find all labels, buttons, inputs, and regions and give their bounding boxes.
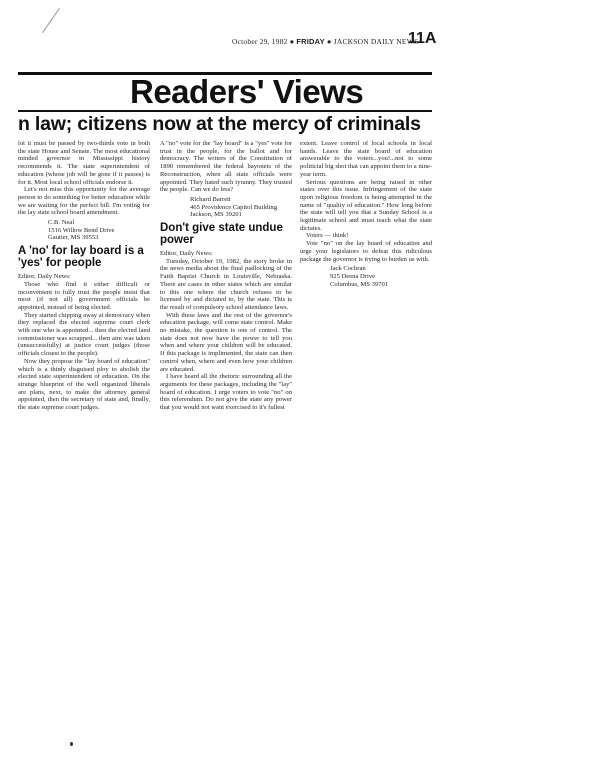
paragraph: A "no" vote for the "lay board" is a "yes" vote for trust in the people, for the ballot and for democracy. The writers of the Constitution of 1890 remembered the federal bayonets of the Reconstruction, when all state officials were appointed. They hated such tyranny. They trusted the people. Can we do less? [160,140,292,194]
paragraph: They started chipping away at democracy when they replaced the elected supreme court clerk with one who is appointed... then the elected land commissioner was scrapped... then aim was taken (unsuccessfully) at justice court judges (those officials closest to the people). [18,311,150,358]
header-day: FRIDAY [296,37,325,46]
signature-city: Columbus, MS 39701 [330,280,389,288]
signature-address: 465 Providence Capitol Building [190,203,277,211]
signature-address: 925 Deena Drive [330,272,376,280]
paragraph: Vote "no" on the lay board of education and urge your legislators to defeat this ridiculous package the governor is trying to burden us with. [300,240,432,263]
signature-name: C.B. Neal [48,219,75,227]
header-separator: ● [289,37,295,46]
main-headline: n law; citizens now at the mercy of criminals [18,113,421,135]
signature-name: Richard Barrett [190,195,231,203]
paragraph: lot it must be passed by two-thirds vote in both the state House and Senate. The most educational minded governor in Mississippi history recommends it. The state superintendent of education (whose job will be gone if it passes) is for it. Most local school officials endorse it. [18,140,150,186]
paragraph: Serious questions are being raised in other states over this issue. Infringement of the state upon religious freedom is being attempted in the name of "quality of education." How long before the state will tell you that a Sunday School is a legitimate school and must teach what the state dictates. [300,178,432,232]
paragraph: extent. Leave control of local schools in local hands. Leave the state board of education answerable to the voters...you!...not to some politicial big shot that can appoint them to a nine-year term. [300,140,432,178]
signature-city: Gautier, MS 39553 [48,234,99,242]
header-separator: ● [326,37,332,46]
letter-salutation: Editor, Daily News: [18,273,71,281]
letter-headline: A 'no' for lay board is a 'yes' for people [18,245,144,270]
letter-salutation: Editor, Daily News: [160,250,213,258]
section-rule-bottom [18,110,432,112]
page-header [232,37,418,46]
scan-mark [42,8,60,33]
paragraph: Let's not miss this opportunity for the average person to do something for better education while we are waiting for the perfect bill. I'm voting for the lay state school board amendment. [18,186,150,217]
header-paper: JACKSON DAILY NEWS [333,37,419,46]
paragraph: With these laws and the rest of the governor's education package, will come state control. Make no mistake, the question is one of control. The state does not now have the power to tell you when and where your children will be educated. If this package is implimented, the state can then control when, where and even how your children are educated. [160,311,292,373]
page-number: 11A [408,30,437,47]
paragraph: Those who find it either difficult or inconvenient to fully trust the people insist that most (if not all) government officials be appointed, instead of being elected. [18,280,150,311]
column-1 [18,140,150,412]
letter-signature [190,196,292,219]
paragraph: Tuesday, October 19, 1982, the story broke in the news media about the final padlocking of the Faith Baptist Church in Louisville, Nebraska. There are cases in other states which are similar to this one where the church refuses to be licensed by and dictated to, by the state. This is the result of compulsory school attendance laws. [160,257,292,311]
header-date: October 29, 1982 [232,37,288,46]
section-title: Readers' Views [130,73,364,110]
paragraph: I have heard all the rhetoric surrounding all the arguments for these packages, including the "lay" board of education. I urge voters to vote "no" on this referendum. Do not give the state any power that you would not want exercised to it's fullest [160,373,292,412]
column-2 [160,140,292,412]
letter-headline: Don't give state undue power [160,222,283,247]
signature-city: Jackson, MS 39201 [190,211,242,219]
letter-signature [48,219,150,242]
letter-signature [330,265,432,288]
signature-address: 1516 Willow Bend Drive [48,226,115,234]
paragraph: Voters — think! [306,232,349,240]
scan-speck [70,742,73,746]
signature-name: Jack Cochran [330,265,366,273]
column-3 [300,140,432,291]
paragraph: Now they propose the "lay board of education" which is a thinly disguised ploy to abolish the elected state superintendent of education. On the strange blueprint of the well organized liberals are plans, next, to make the attorney general appointed, then the secretary of state and, finally, the state supreme court judges. [18,357,150,412]
